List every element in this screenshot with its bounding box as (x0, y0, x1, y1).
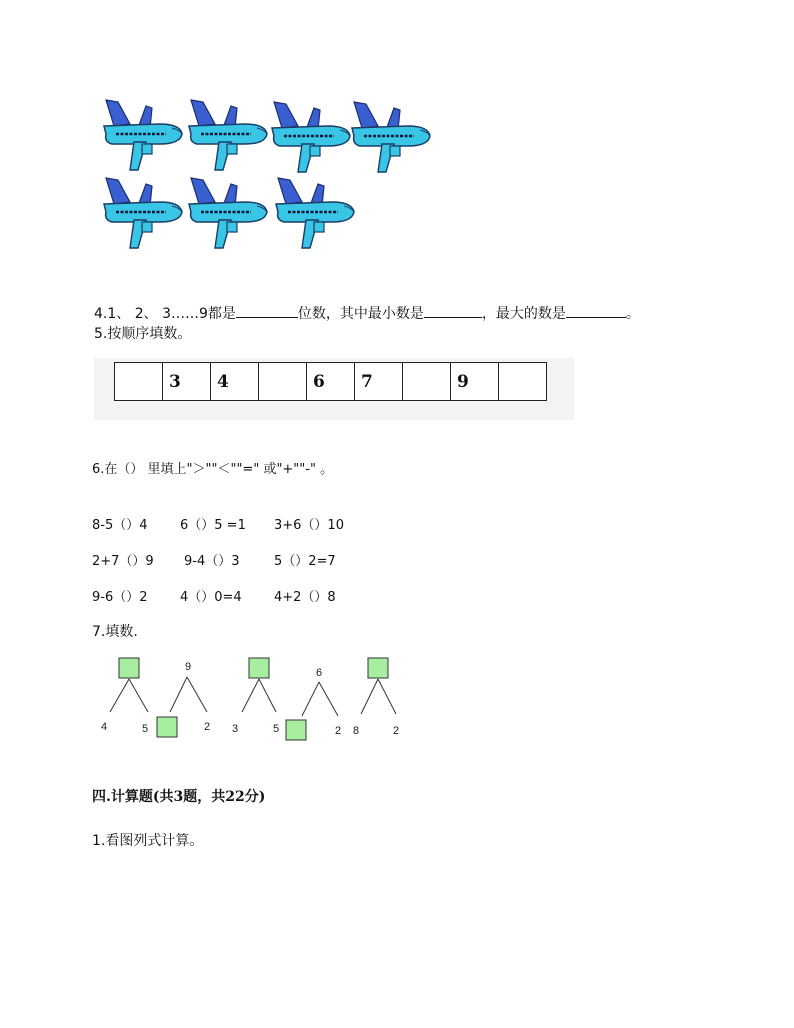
compare-row (92, 550, 336, 569)
compare-row (92, 586, 336, 605)
answer-box-icon[interactable] (157, 717, 177, 737)
compare-item[interactable]: 8-5（）4 (92, 518, 148, 533)
number-trees (90, 652, 420, 748)
calc-question-1: 1.看图列式计算。 (92, 833, 204, 849)
question-4 (94, 303, 640, 323)
tree-left-number: 8 (353, 725, 360, 737)
number-tree (353, 658, 399, 737)
tree-top-number: 6 (316, 667, 323, 679)
q4-prefix: 4.1、 2、 3……9都是 (94, 306, 236, 322)
compare-item[interactable]: 3+6（）10 (274, 518, 344, 533)
airplane-icon (348, 100, 432, 178)
compare-item[interactable]: 4（）0=4 (180, 590, 242, 605)
q4-blank-1[interactable] (236, 303, 298, 318)
compare-item[interactable]: 6（）5 =1 (180, 518, 246, 533)
tree-left-number: 4 (101, 721, 108, 733)
number-tree (286, 667, 341, 740)
answer-box-icon[interactable] (368, 658, 388, 678)
q4-mid2: ，最大的数是 (481, 306, 566, 322)
q4-blank-3[interactable] (566, 303, 626, 318)
tree-right-number: 2 (335, 725, 342, 737)
tree-right-number: 2 (393, 725, 400, 737)
answer-box-icon[interactable] (286, 720, 306, 740)
compare-row (92, 514, 344, 533)
tree-right-number: 2 (204, 721, 211, 733)
compare-item[interactable]: 2+7（）9 (92, 554, 154, 569)
sequence-cell: 7 (355, 363, 403, 401)
answer-box-icon[interactable] (119, 658, 139, 678)
sequence-cell[interactable] (259, 363, 307, 401)
compare-item[interactable]: 9-4（）3 (184, 554, 240, 569)
number-tree (232, 658, 279, 735)
airplane-icon (185, 176, 269, 254)
airplane-icon (272, 176, 356, 254)
compare-item[interactable]: 5（）2=7 (274, 554, 336, 569)
airplane-icon (268, 100, 352, 178)
compare-item[interactable]: 9-6（）2 (92, 590, 148, 605)
airplanes-picture (100, 98, 440, 258)
tree-left-number: 3 (232, 723, 239, 735)
q4-blank-2[interactable] (424, 303, 482, 318)
sequence-cell[interactable] (499, 363, 547, 401)
sequence-cell: 4 (211, 363, 259, 401)
section-heading: 四.计算题(共3题，共22分) (92, 789, 266, 805)
number-tree (157, 661, 210, 737)
sequence-cell: 3 (163, 363, 211, 401)
airplane-icon (100, 176, 184, 254)
question-6-title: 6.在（） 里填上"＞""＜""=" 或"+""-" 。 (92, 462, 334, 477)
sequence-cell: 9 (451, 363, 499, 401)
number-tree (101, 658, 148, 735)
tree-right-number: 5 (273, 723, 280, 735)
airplane-icon (100, 98, 184, 176)
q4-mid1: 位数，其中最小数是 (297, 306, 424, 322)
question-5-title: 5.按顺序填数。 (94, 326, 192, 342)
tree-right-number: 5 (142, 723, 149, 735)
sequence-cell[interactable] (115, 363, 163, 401)
sequence-cell[interactable] (403, 363, 451, 401)
q4-end: 。 (625, 306, 640, 322)
sequence-cell: 6 (307, 363, 355, 401)
sequence-box (94, 358, 574, 420)
answer-box-icon[interactable] (249, 658, 269, 678)
tree-top-number: 9 (185, 661, 192, 673)
compare-item[interactable]: 4+2（）8 (274, 590, 336, 605)
question-7-title: 7.填数. (92, 624, 138, 640)
airplane-icon (185, 98, 269, 176)
sequence-table (114, 362, 547, 401)
